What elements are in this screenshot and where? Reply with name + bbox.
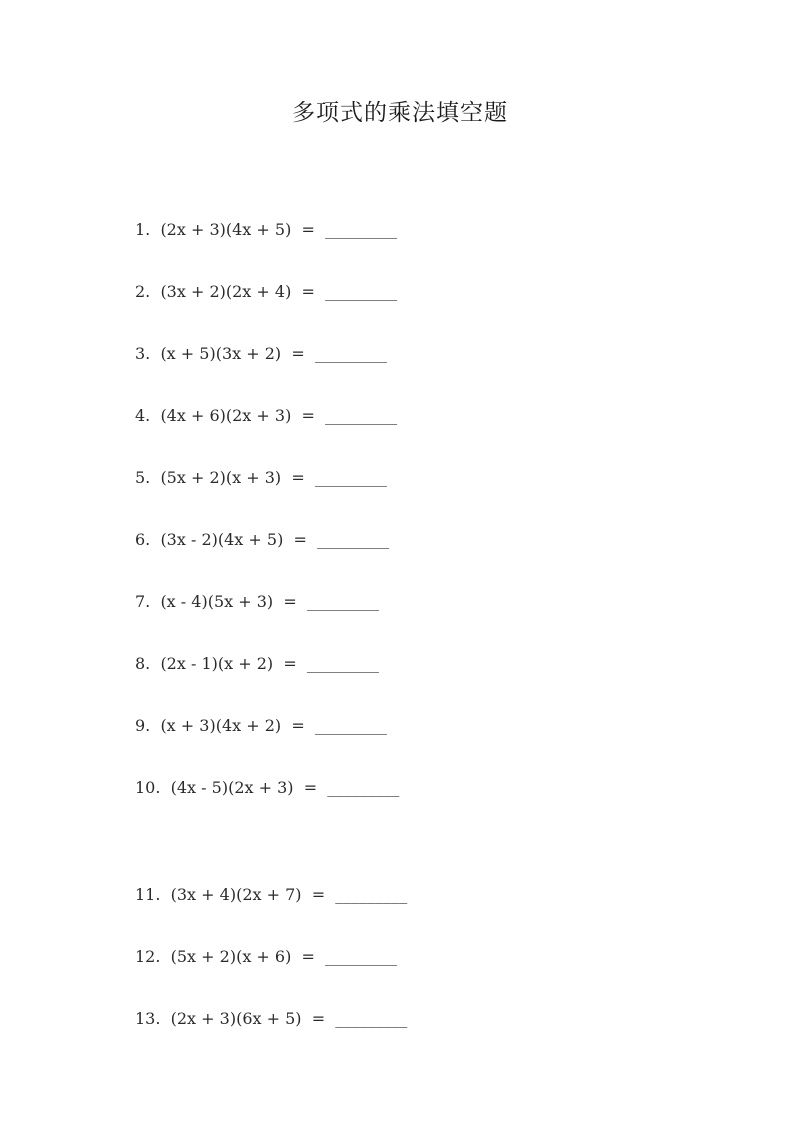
- problem-8: 8. (2x - 1)(x + 2) = _________: [135, 654, 379, 673]
- problem-expression: (x + 3)(4x + 2): [160, 716, 282, 735]
- problem-number: 8.: [135, 654, 151, 673]
- problem-expression: (3x - 2)(4x + 5): [160, 530, 284, 549]
- problem-number: 5.: [135, 468, 151, 487]
- answer-blank: _________: [306, 592, 379, 611]
- problem-number: 1.: [135, 220, 151, 239]
- problem-13: 13. (2x + 3)(6x + 5) = _________: [135, 1009, 408, 1028]
- problem-expression: (x + 5)(3x + 2): [160, 344, 282, 363]
- problem-5: 5. (5x + 2)(x + 3) = _________: [135, 468, 387, 487]
- answer-blank: _________: [325, 220, 398, 239]
- answer-blank: _________: [335, 885, 408, 904]
- problem-number: 11.: [135, 885, 161, 904]
- problem-number: 10.: [135, 778, 161, 797]
- answer-blank: _________: [325, 947, 398, 966]
- problem-expression: (4x + 6)(2x + 3): [160, 406, 292, 425]
- problem-expression: (x - 4)(5x + 3): [160, 592, 274, 611]
- problem-3: 3. (x + 5)(3x + 2) = _________: [135, 344, 387, 363]
- problem-expression: (2x + 3)(6x + 5): [170, 1009, 302, 1028]
- problem-12: 12. (5x + 2)(x + 6) = _________: [135, 947, 398, 966]
- problem-number: 12.: [135, 947, 161, 966]
- answer-blank: _________: [306, 654, 379, 673]
- problem-1: 1. (2x + 3)(4x + 5) = _________: [135, 220, 398, 239]
- problem-4: 4. (4x + 6)(2x + 3) = _________: [135, 406, 398, 425]
- problem-expression: (5x + 2)(x + 3): [160, 468, 282, 487]
- problem-2: 2. (3x + 2)(2x + 4) = _________: [135, 282, 398, 301]
- answer-blank: _________: [327, 778, 400, 797]
- answer-blank: _________: [325, 406, 398, 425]
- problem-number: 7.: [135, 592, 151, 611]
- answer-blank: _________: [314, 716, 387, 735]
- problem-number: 6.: [135, 530, 151, 549]
- problem-expression: (5x + 2)(x + 6): [170, 947, 292, 966]
- problem-number: 3.: [135, 344, 151, 363]
- problem-number: 2.: [135, 282, 151, 301]
- problem-expression: (4x - 5)(2x + 3): [170, 778, 294, 797]
- problem-10: 10. (4x - 5)(2x + 3) = _________: [135, 778, 400, 797]
- section-gap: [135, 838, 695, 883]
- problem-number: 4.: [135, 406, 151, 425]
- problem-expression: (3x + 2)(2x + 4): [160, 282, 292, 301]
- problem-number: 13.: [135, 1009, 161, 1028]
- problem-9: 9. (x + 3)(4x + 2) = _________: [135, 716, 387, 735]
- problem-expression: (2x + 3)(4x + 5): [160, 220, 292, 239]
- answer-blank: _________: [314, 344, 387, 363]
- problem-expression: (3x + 4)(2x + 7): [170, 885, 302, 904]
- answer-blank: _________: [317, 530, 390, 549]
- problem-list: [135, 218, 695, 1069]
- problem-11: 11. (3x + 4)(2x + 7) = _________: [135, 885, 408, 904]
- problem-number: 9.: [135, 716, 151, 735]
- page-title: 多项式的乘法填空题: [292, 100, 508, 126]
- answer-blank: _________: [314, 468, 387, 487]
- answer-blank: _________: [325, 282, 398, 301]
- problem-6: 6. (3x - 2)(4x + 5) = _________: [135, 530, 390, 549]
- problem-7: 7. (x - 4)(5x + 3) = _________: [135, 592, 379, 611]
- problem-expression: (2x - 1)(x + 2): [160, 654, 274, 673]
- answer-blank: _________: [335, 1009, 408, 1028]
